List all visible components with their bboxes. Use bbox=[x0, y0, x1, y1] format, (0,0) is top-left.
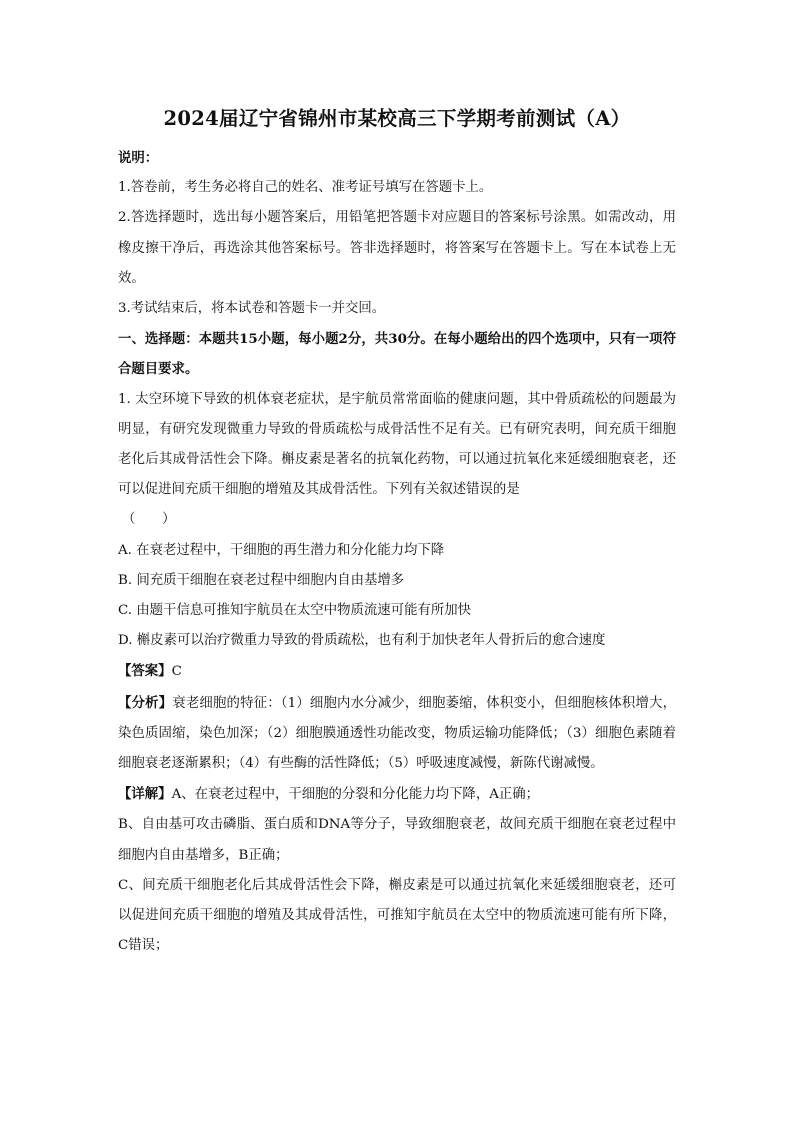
note-item-3: 3.考试结束后，将本试卷和答题卡一并交回。 bbox=[118, 301, 386, 317]
analysis-text: 衰老细胞的特征：（1）细胞内水分减少，细胞萎缩，体积变小，但细胞核体积增大，染色质固缩，染色加深；（2）细胞膜通透性功能改变，物质运输功能降低；（3）细胞色素随着细胞衰老逐渐累积；（4）有些酶的活性降低；（5）呼吸速度减慢，新陈代谢减慢。 bbox=[118, 695, 676, 772]
section-heading: 一、选择题：本题共15小题，每小题2分，共30分。在每小题给出的四个选项中，只有一项符合题目要求。 bbox=[118, 331, 676, 378]
option-c: C. 由题干信息可推知宇航员在太空中物质流速可能有所加快 bbox=[118, 603, 472, 619]
detail-paragraph-b: B、自由基可攻击磷脂、蛋白质和DNA等分子，导致细胞衰老，故间充质干细胞在衰老过程中细胞内自由基增多，B正确； bbox=[118, 817, 676, 863]
detail-paragraph-a bbox=[118, 779, 676, 810]
answer-line bbox=[118, 656, 676, 687]
option-d: D. 槲皮素可以治疗微重力导致的骨质疏松，也有利于加快老年人骨折后的愈合速度 bbox=[118, 633, 606, 649]
answer-value: C bbox=[171, 664, 182, 680]
option-a: A. 在衰老过程中，干细胞的再生潜力和分化能力均下降 bbox=[118, 542, 445, 558]
notes-heading: 说明： bbox=[118, 150, 159, 166]
analysis-tag: 【分析】 bbox=[118, 694, 173, 711]
page-title: 2024届辽宁省锦州市某校高三下学期考前测试（A） bbox=[163, 107, 631, 130]
document-body bbox=[118, 143, 676, 961]
question-stem: 1. 太空环境下导致的机体衰老症状，是宇航员常常面临的健康问题，其中骨质疏松的问题最为明显，有研究发现微重力导致的骨质疏松与成骨活性不足有关。已有研究表明，间充质干细胞老化后其成骨活性会下降。槲皮素是著名的抗氧化药物，可以通过抗氧化来延缓细胞衰老，还可以促进间充质干细胞的增殖及其成骨活性。下列有关叙述错误的是 bbox=[118, 391, 676, 498]
detail-tag: 【详解】 bbox=[118, 786, 172, 803]
answer-tag: 【答案】 bbox=[118, 663, 172, 680]
analysis-paragraph bbox=[118, 688, 676, 780]
detail-text-a: A、在衰老过程中，干细胞的分裂和分化能力均下降，A正确； bbox=[171, 787, 540, 803]
note-item-2: 2.答选择题时，选出每小题答案后，用铅笔把答题卡对应题目的答案标号涂黑。如需改动，用橡皮擦干净后，再选涂其他答案标号。答非选择题时，将答案写在答题卡上。写在本试卷上无效。 bbox=[118, 210, 676, 286]
answer-parentheses: （ ） bbox=[122, 512, 176, 528]
detail-paragraph-c: C、间充质干细胞老化后其成骨活性会下降，槲皮素是可以通过抗氧化来延缓细胞衰老，还可以促进间充质干细胞的增殖及其成骨活性，可推知宇航员在太空中的物质流速可能有所下降，C错误； bbox=[118, 877, 676, 954]
option-b: B. 间充质干细胞在衰老过程中细胞内自由基增多 bbox=[118, 572, 405, 588]
note-item-1: 1.答卷前，考生务必将自己的姓名、准考证号填写在答题卡上。 bbox=[118, 180, 493, 196]
